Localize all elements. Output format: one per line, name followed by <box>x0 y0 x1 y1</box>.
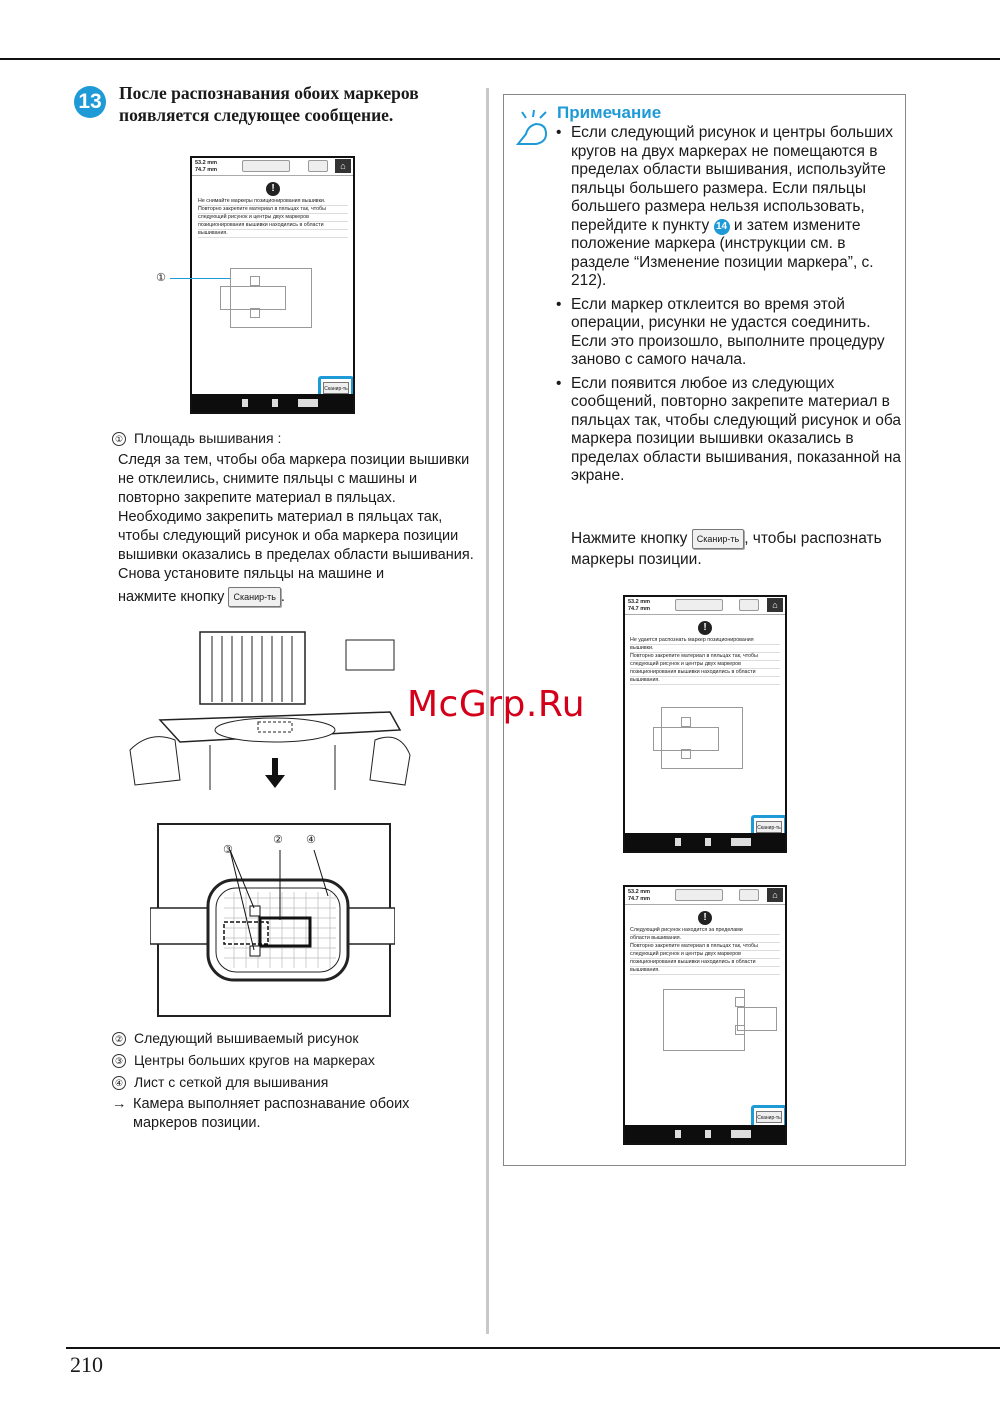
note-bullet-2: • Если маркер отклеится во время этой операции, рисунки не удастся соединить. Если это произошло, выполните процедуру заново с самого начала. <box>555 296 901 370</box>
item-3-label: ③ Центры больших кругов на маркерах <box>112 1051 375 1070</box>
machine-screen-3 <box>623 885 787 1145</box>
note-bullets <box>555 124 901 491</box>
camera-icon <box>739 599 759 611</box>
rehoop-paragraph: Следя за тем, чтобы оба маркера позиции вышивки не отклеились, снимите пяльцы с машины и повторно закрепите материал в пяльцах. Необходимо закрепить материал в пяльцах так, чтобы следующий рисунок и оба маркера позиции вышивки оказались в пределах области вышивания. Снова установите пяльцы на машине и <box>118 452 474 582</box>
screen-header <box>625 597 785 615</box>
item-2-label: ② Следующий вышиваемый рисунок <box>112 1029 359 1048</box>
machine-screen-1 <box>190 156 355 414</box>
layout-icon <box>242 160 290 172</box>
callout-3: ③ <box>223 844 233 856</box>
camera-icon <box>739 889 759 901</box>
callout-1-leader <box>170 278 230 279</box>
step-number-badge: 13 <box>74 86 106 118</box>
step-14-ref: 14 <box>714 219 730 235</box>
size-readout: 53.2 mm 74.7 mm <box>195 160 218 173</box>
screen-taskbar <box>625 1125 785 1143</box>
screen-message: Не снимайте маркеры позиционирования вышивки. Повторно закрепите материал в пяльцах так, чтобы следующий рисунок и центры двух маркеров позиционирования вышивки находились в области вышивания. <box>198 198 348 238</box>
screen-taskbar <box>625 833 785 851</box>
hoop-grid-illustration <box>150 822 395 1018</box>
machine-hoop-illustration <box>120 630 420 790</box>
size-readout: 53.2 mm 74.7 mm <box>628 599 651 612</box>
screen-header <box>192 158 353 176</box>
press-scan-line: нажмите кнопку Сканир-ть . <box>118 589 285 605</box>
item-4-label: ④ Лист с сеткой для вышивания <box>112 1073 328 1092</box>
size-readout: 53.2 mm 74.7 mm <box>628 889 651 902</box>
step-title: После распознавания обоих маркеров появляется следующее сообщение. <box>119 83 419 125</box>
screen-taskbar <box>192 394 353 412</box>
item-1-label: ① Площадь вышивания : <box>112 429 281 448</box>
note-title: Примечание <box>557 103 662 122</box>
note-icon <box>512 108 552 150</box>
screen-message: Не удается распознать маркер позиционирования вышивки. Повторно закрепите материал в пяльцах так, чтобы следующий рисунок и центры двух маркеров позиционирования вышивки находились в области вышивания. <box>630 637 780 685</box>
callout-1: ① <box>156 272 166 284</box>
screen-header <box>625 887 785 905</box>
scan-button[interactable]: Сканир-ть <box>751 815 787 839</box>
watermark: McGrp.Ru <box>407 684 586 725</box>
footer-rule <box>66 1347 1000 1349</box>
home-icon: ⌂ <box>767 888 783 902</box>
note-bullet-1: • Если следующий рисунок и центры больших кругов на двух маркерах не помещаются в пределах области вышивания, используйте пяльцы большего размера. Если пяльцы большего размера нельзя использовать, перейдите к пункту 14 и затем измените положение маркера (инструкции см. в разделе “Изменение позиции маркера”, с. 212). <box>555 124 901 291</box>
scan-inline-button[interactable]: Сканир-ть <box>228 587 280 607</box>
callout-2: ② <box>273 834 283 846</box>
header-rule <box>0 58 1000 60</box>
layout-icon <box>675 599 723 611</box>
result-arrow: → <box>112 1096 127 1112</box>
note-bullet-3: • Если появится любое из следующих сообщений, повторно закрепите материал в пяльцах так, чтобы следующий рисунок и оба маркера позиции вышивки оказались в пределах области вышивания, показанной на экране. <box>555 375 901 486</box>
warning-icon: ! <box>698 621 712 635</box>
page-number: 210 <box>70 1352 103 1377</box>
warning-icon: ! <box>266 182 280 196</box>
camera-icon <box>308 160 328 172</box>
note-press-scan: Нажмите кнопку Сканир-ть , чтобы распознать маркеры позиции. <box>571 530 882 568</box>
embroidery-area-diagram <box>230 268 312 330</box>
layout-icon <box>675 889 723 901</box>
result-text: Камера выполняет распознавание обоих маркеров позиции. <box>133 1096 410 1131</box>
embroidery-area-diagram <box>663 989 783 1053</box>
machine-screen-2 <box>623 595 787 853</box>
warning-icon: ! <box>698 911 712 925</box>
callout-4: ④ <box>306 834 316 846</box>
screen-message: Следующий рисунок находится за пределами области вышивания. Повторно закрепите материал в пяльцах так, чтобы следующий рисунок и центры двух маркеров позиционирования вышивки находились в области вышивания. <box>630 927 780 975</box>
scan-inline-button-2[interactable]: Сканир-ть <box>692 529 744 549</box>
embroidery-area-diagram <box>661 707 745 771</box>
home-icon: ⌂ <box>335 159 351 173</box>
scan-button[interactable]: Сканир-ть <box>318 376 354 400</box>
home-icon: ⌂ <box>767 598 783 612</box>
scan-button[interactable]: Сканир-ть <box>751 1105 787 1129</box>
